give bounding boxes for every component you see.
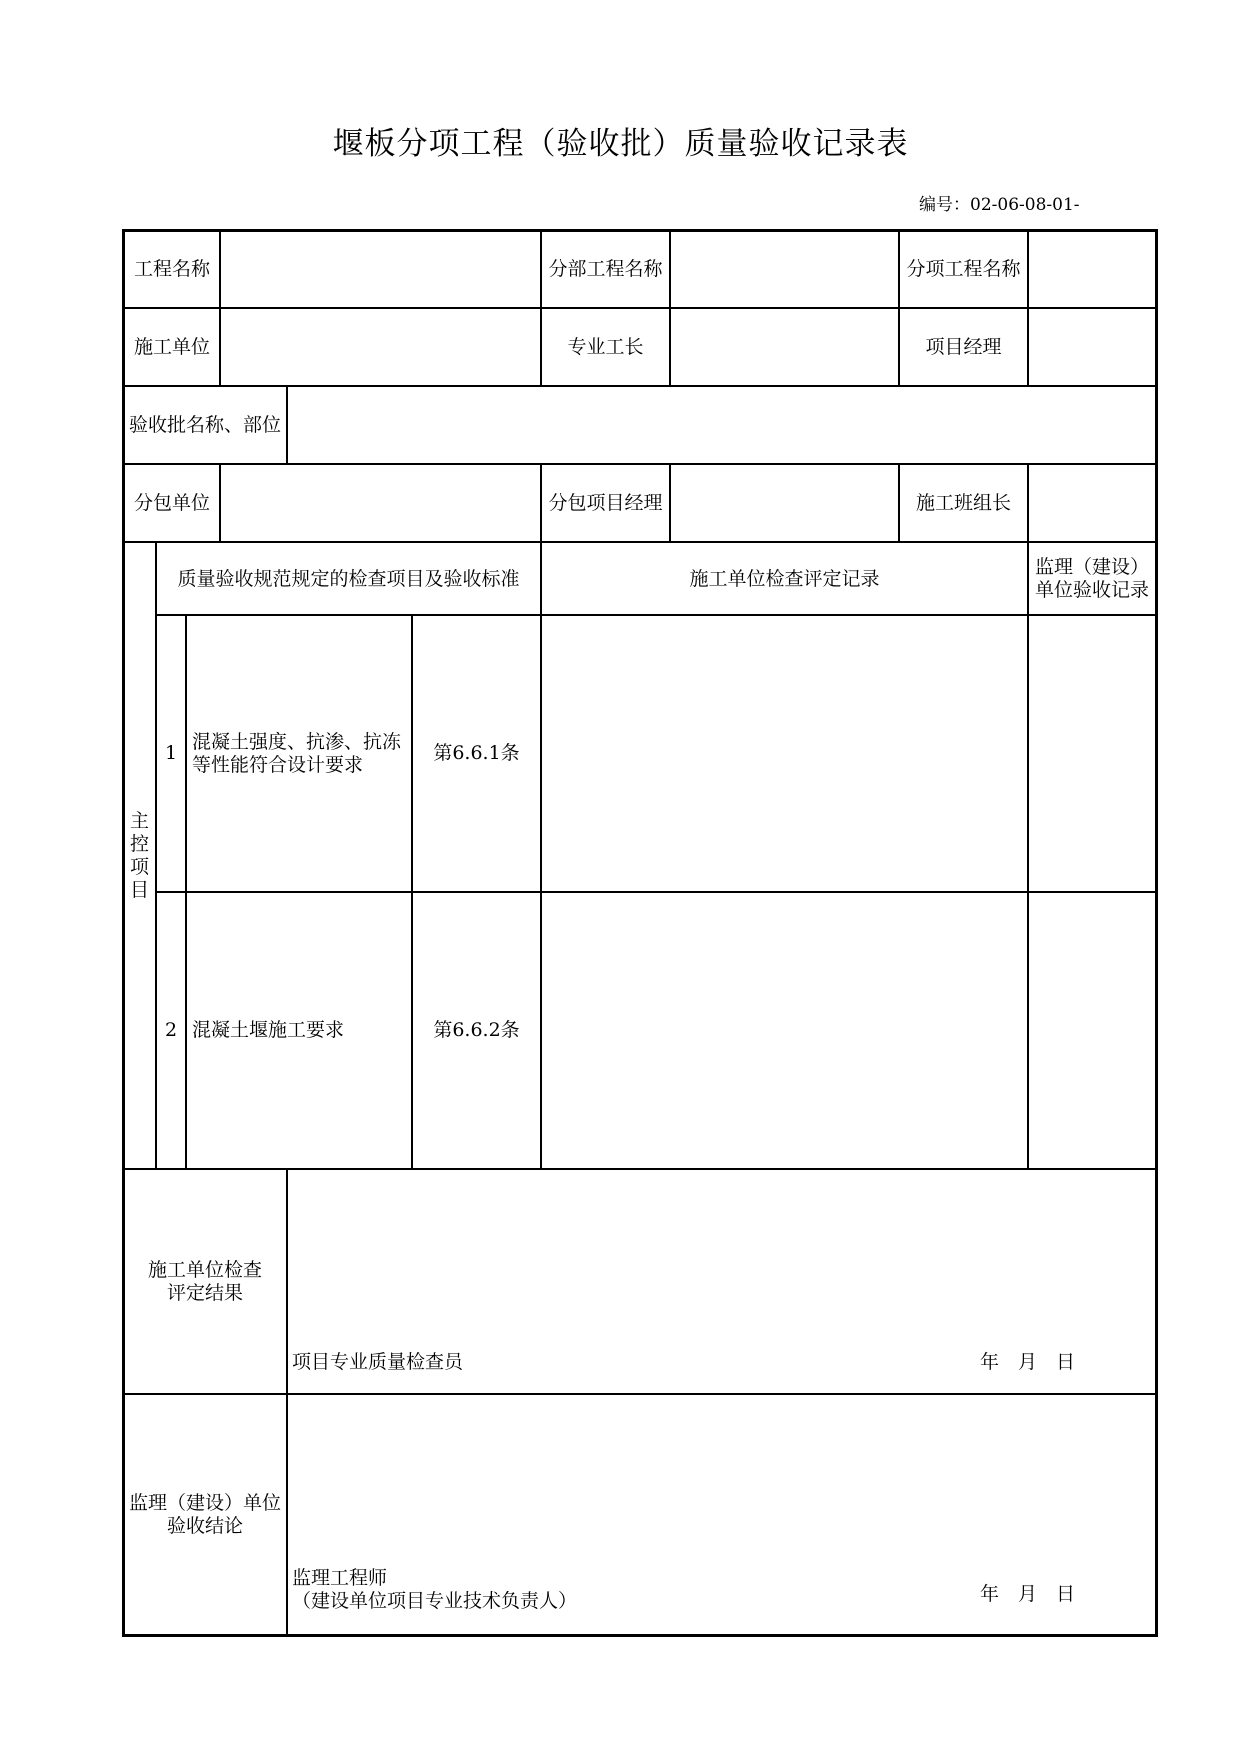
input-construction-unit[interactable]: [221, 309, 540, 386]
conclusion-label: [124, 1395, 286, 1635]
result-date: 年 月 日: [980, 1351, 1076, 1373]
item-number: 2: [164, 1019, 178, 1041]
input-sub-division-name[interactable]: [671, 231, 898, 308]
item-description: [187, 616, 411, 891]
result-label-line2: 评定结果: [166, 1281, 243, 1304]
col-header-supervision: [1029, 543, 1155, 615]
input-batch-name-location[interactable]: [288, 387, 1155, 464]
item-supervision-input[interactable]: [1029, 893, 1155, 1168]
main-control-char: 控: [129, 833, 149, 855]
input-subcontract-pm[interactable]: [671, 465, 898, 542]
item-clause: 第6.6.2条: [433, 1019, 520, 1041]
conclusion-label-line1: 监理（建设）单位: [128, 1492, 281, 1514]
label-project-name: 工程名称: [133, 258, 210, 280]
input-professional-foreman[interactable]: [671, 309, 898, 386]
main-control-char: 项: [129, 856, 149, 878]
label-construction-unit: 施工单位: [133, 336, 210, 358]
supervision-engineer-label: [292, 1567, 577, 1613]
item-record-input[interactable]: [542, 616, 1027, 891]
page-title: 堰板分项工程（验收批）质量验收记录表: [332, 126, 909, 162]
input-team-leader[interactable]: [1029, 465, 1155, 542]
col-header-record: 施工单位检查评定记录: [689, 567, 880, 590]
col-header-supervision-line2: 单位验收记录: [1034, 579, 1149, 601]
label-subcontract-pm: 分包项目经理: [548, 492, 663, 514]
input-project-manager[interactable]: [1029, 309, 1155, 386]
item-clause: 第6.6.1条: [433, 742, 520, 764]
conclusion-date: 年 月 日: [980, 1583, 1076, 1605]
item-description: 混凝土堰施工要求: [192, 1019, 345, 1041]
input-project-name[interactable]: [221, 231, 540, 308]
item-description-line1: 混凝土强度、抗渗、抗冻: [192, 730, 402, 753]
quality-inspector-label: 项目专业质量检查员: [292, 1351, 464, 1373]
item-number: 1: [164, 742, 178, 764]
col-header-supervision-line1: 监理（建设）: [1034, 556, 1149, 578]
label-project-manager: 项目经理: [925, 336, 1002, 358]
input-subcontract-unit[interactable]: [221, 465, 540, 542]
item-record-input[interactable]: [542, 893, 1027, 1168]
item-description-line2: 等性能符合设计要求: [192, 753, 364, 776]
label-sub-item-name: 分项工程名称: [906, 258, 1021, 280]
form-code: 编号：02-06-08-01-: [919, 195, 1080, 215]
main-control-char: 目: [129, 879, 149, 901]
main-control-char: 主: [129, 810, 149, 832]
conclusion-label-line2: 验收结论: [166, 1515, 243, 1537]
result-label-line1: 施工单位检查: [147, 1258, 262, 1281]
label-team-leader: 施工班组长: [915, 492, 1011, 514]
main-control-label: [124, 543, 155, 1169]
col-header-standard: 质量验收规范规定的检查项目及验收标准: [177, 567, 520, 590]
label-subcontract-unit: 分包单位: [133, 492, 210, 514]
label-batch-name-location: 验收批名称、部位: [128, 414, 281, 436]
result-label: [124, 1170, 286, 1393]
label-sub-division-name: 分部工程名称: [548, 258, 663, 280]
supervision-engineer-line2: （建设单位项目专业技术负责人）: [292, 1590, 578, 1612]
label-professional-foreman: 专业工长: [567, 336, 644, 358]
item-supervision-input[interactable]: [1029, 616, 1155, 891]
input-sub-item-name[interactable]: [1029, 231, 1155, 308]
supervision-engineer-line1: 监理工程师: [292, 1567, 388, 1589]
